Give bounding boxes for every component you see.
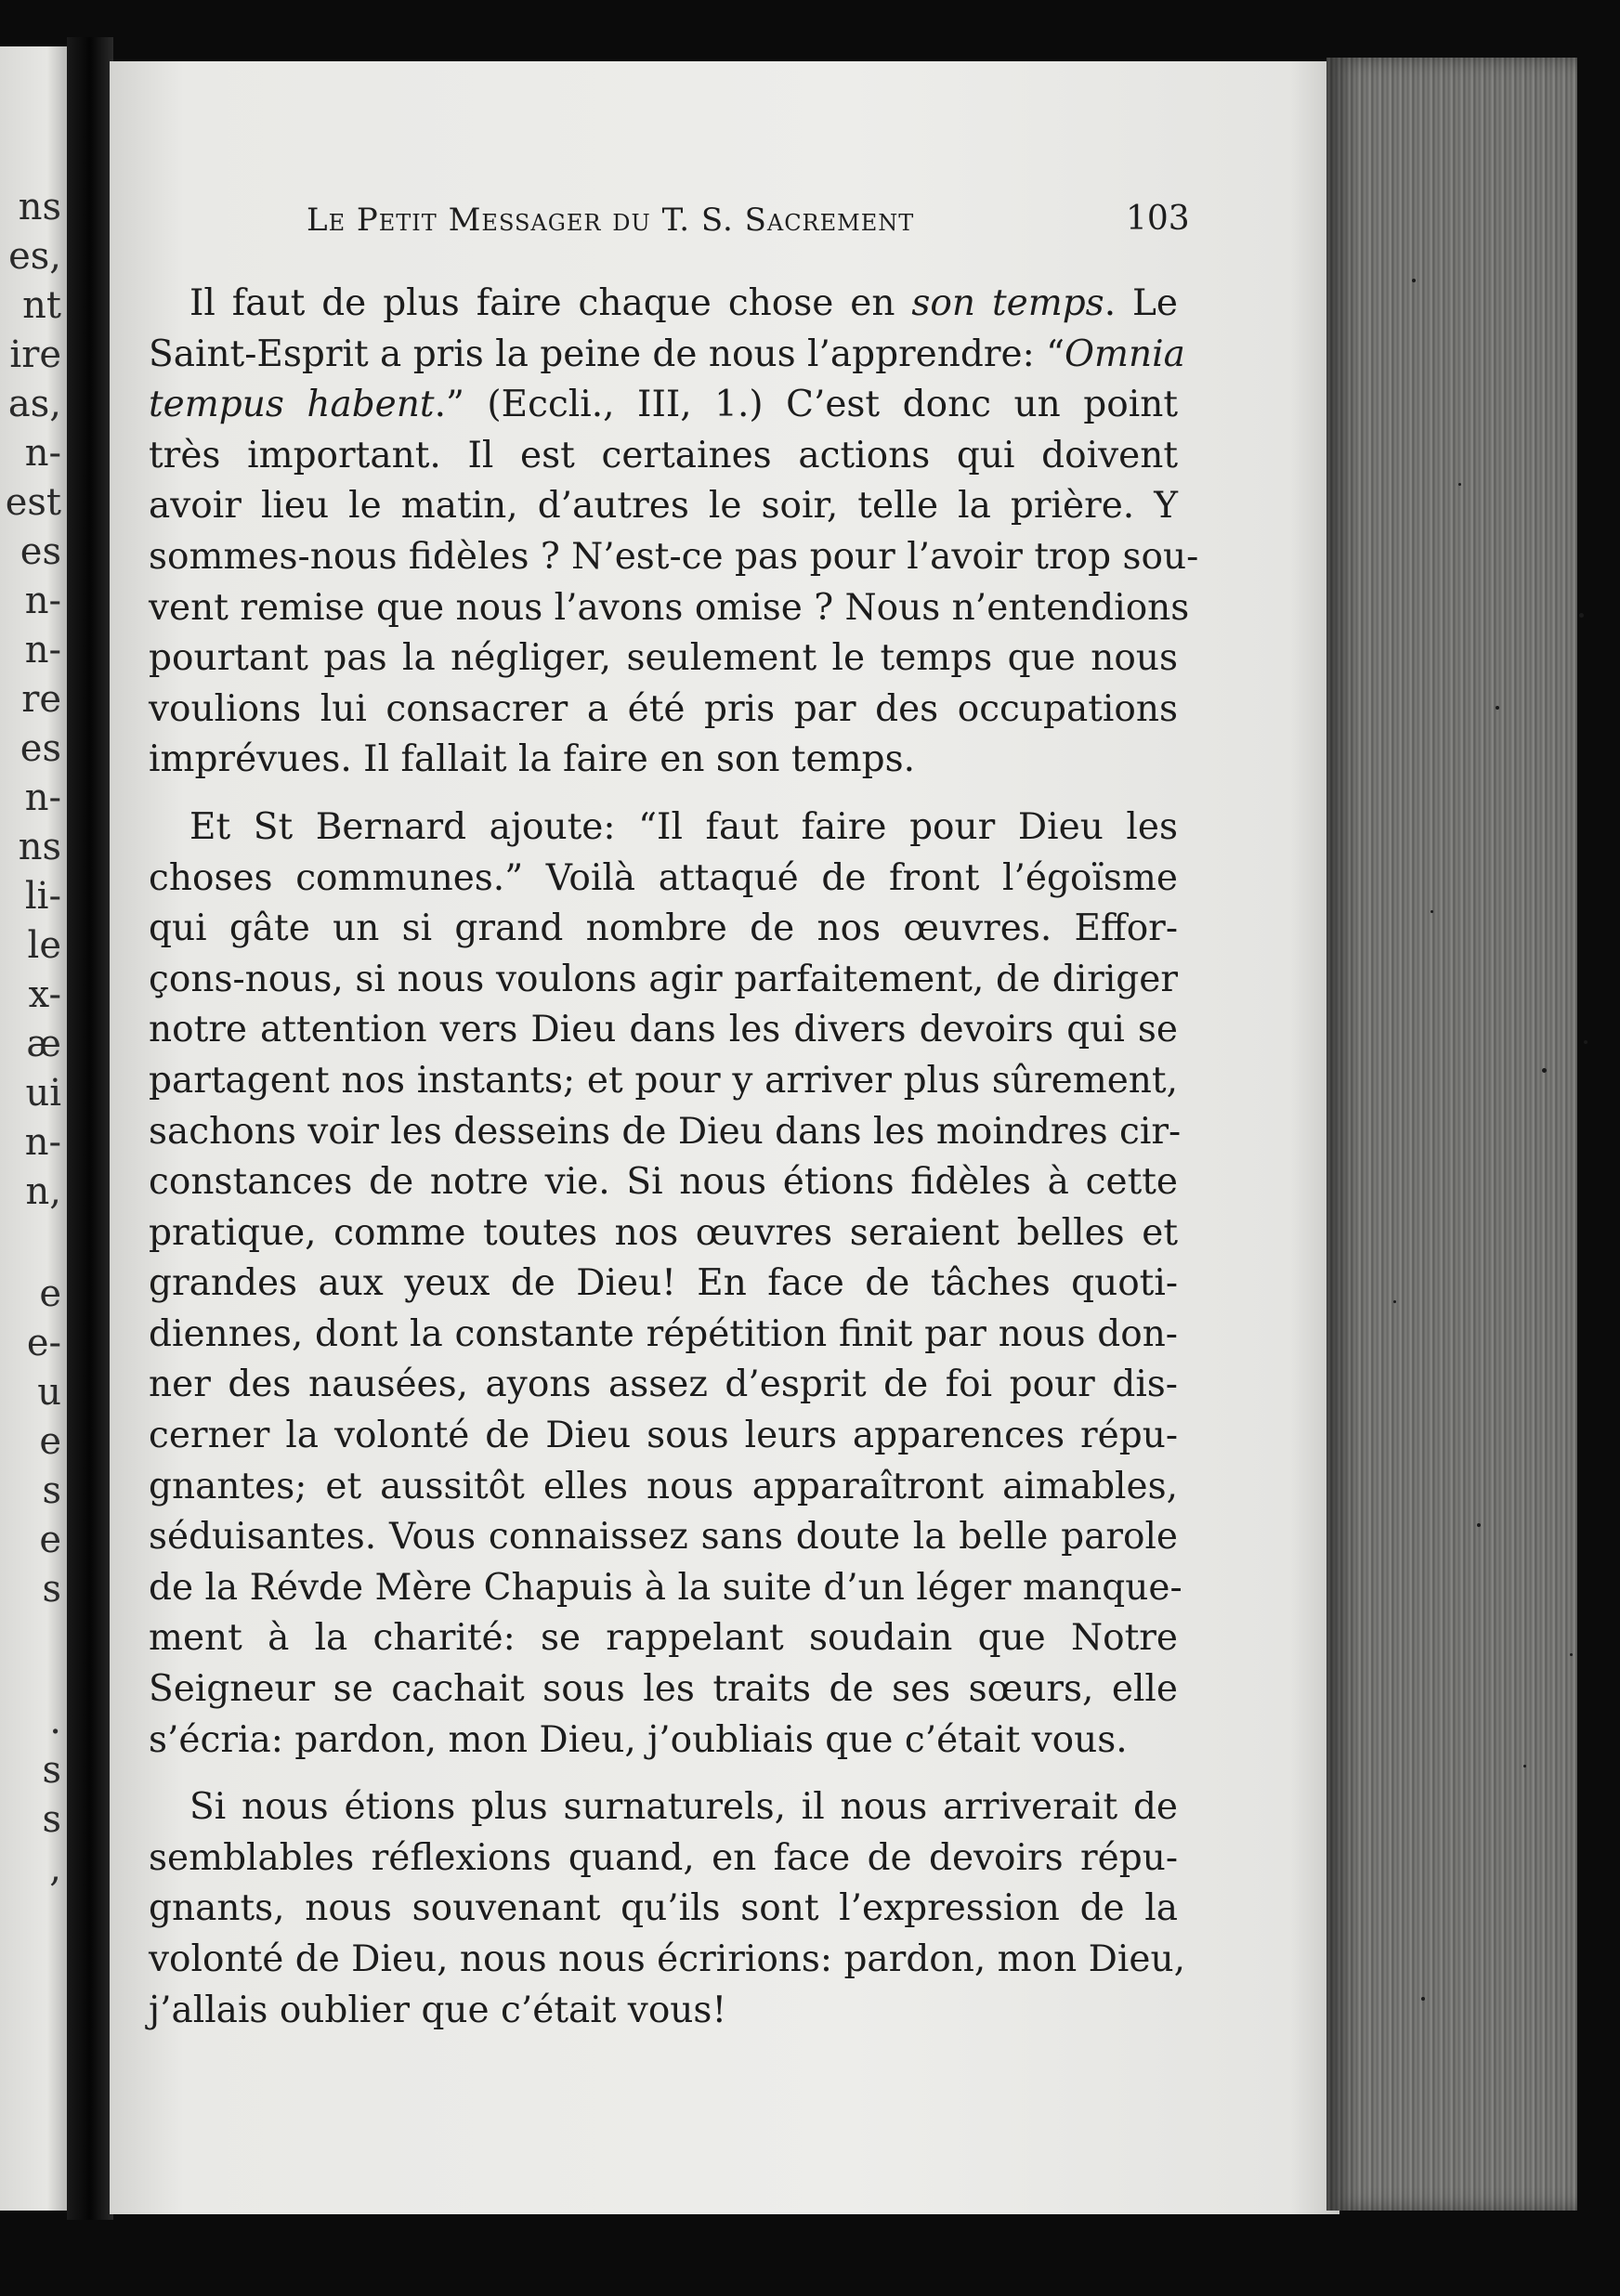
left-page-text-fragment: ns: [18, 826, 61, 868]
text-line: [149, 583, 1190, 634]
left-page-text-fragment: e: [39, 1519, 61, 1561]
left-page-text-fragment: n-: [24, 580, 61, 622]
text-line: [149, 1664, 1178, 1715]
italic-text: son temps: [911, 282, 1104, 324]
left-page-text-fragment: li-: [24, 875, 61, 918]
text-line: [149, 854, 1178, 905]
left-page-text-fragment: es: [20, 530, 61, 573]
text-line: [149, 279, 1178, 330]
text-run: . Le: [1104, 282, 1178, 324]
left-page-text-fragment: ui: [25, 1072, 61, 1115]
left-page-text-fragment: s: [42, 1568, 61, 1611]
scan-speck: [1584, 1040, 1587, 1044]
left-page-text-fragment: ire: [9, 333, 61, 376]
left-page-text-fragment: nt: [22, 284, 61, 327]
text-line: [149, 633, 1178, 685]
text-line: [149, 1005, 1178, 1056]
left-page-text-fragment: s: [42, 1749, 61, 1792]
text-run: de la Révde Mère Chapuis à la suite d’un léger manque-: [149, 1566, 1182, 1609]
text-run: vent remise que nous l’avons omise ? Nous n’entendions: [149, 586, 1190, 629]
scan-speck: [1458, 483, 1461, 486]
scan-speck: [1421, 1997, 1425, 2001]
text-run: notre attention vers Dieu dans les divers devoirs qui se: [149, 1009, 1178, 1051]
italic-text: Omnia: [1065, 333, 1185, 375]
text-run: imprévues. Il fallait la faire en son temps.: [149, 738, 915, 781]
left-page-text-fragment: e: [39, 1420, 61, 1463]
text-line: [149, 1157, 1178, 1208]
text-run: choses communes.” Voilà attaqué de front l’égoïsme: [149, 856, 1178, 899]
text-line: [149, 1986, 1178, 2037]
text-line: [149, 735, 1178, 786]
text-run: partagent nos instants; et pour y arriver plus sûrement,: [149, 1059, 1178, 1102]
text-run: Et St Bernard ajoute: “Il faut faire pour Dieu les: [189, 805, 1178, 848]
page-edge-stack: [1326, 58, 1577, 2211]
text-line: [149, 685, 1178, 736]
text-run: très important. Il est certaines actions qui doivent: [149, 434, 1178, 476]
text-line: [149, 532, 1199, 583]
left-page-text-fragment: n-: [24, 629, 61, 672]
text-line: [149, 1360, 1178, 1411]
text-line: [149, 1208, 1178, 1259]
text-run: çons-nous, si nous voulons agir parfaitement, de diriger: [149, 958, 1178, 1000]
scan-speck: [1496, 706, 1499, 710]
text-run: grandes aux yeux de Dieu! En face de tâches quoti-: [149, 1262, 1178, 1305]
scan-speck: [1542, 1068, 1547, 1073]
running-head: Le Petit Messager du T. S. Sacrement: [307, 202, 915, 239]
left-page-text-fragment: x-: [28, 973, 61, 1016]
text-line: [149, 1310, 1178, 1361]
text-run: ner des nausées, ayons assez d’esprit de foi pour dis-: [149, 1363, 1178, 1406]
text-line: [149, 1056, 1178, 1107]
text-run: Si nous étions plus surnaturels, il nous arriverait de: [189, 1786, 1178, 1829]
text-line: [149, 1462, 1178, 1513]
text-run: cerner la volonté de Dieu sous leurs apparences répu-: [149, 1415, 1178, 1457]
left-page-text-fragment: es: [20, 727, 61, 770]
text-run: sommes-nous fidèles ? N’est-ce pas pour l’avoir trop sou-: [149, 535, 1199, 578]
scan-speck: [1412, 279, 1416, 282]
left-page-text-fragment: e: [39, 1272, 61, 1315]
text-line: [149, 1782, 1178, 1833]
left-page-text-fragment: e-: [26, 1322, 61, 1364]
left-facing-page: [0, 46, 67, 2211]
text-run: s’écria: pardon, mon Dieu, j’oubliais que c’était vous.: [149, 1718, 1128, 1761]
text-line: [149, 1833, 1178, 1885]
left-page-text-fragment: æ: [26, 1023, 61, 1065]
left-page-text-fragment: es,: [8, 235, 61, 278]
text-run: .” (Eccli., III, 1.) C’est donc un point: [434, 384, 1178, 426]
left-page-text-fragment: ,: [49, 1847, 61, 1890]
text-line: [149, 1563, 1182, 1614]
scan-speck: [1393, 1300, 1396, 1303]
left-page-text-fragment: .: [49, 1700, 61, 1742]
text-line: [149, 1884, 1178, 1935]
text-run: diennes, dont la constante répétition finit par nous don-: [149, 1312, 1178, 1355]
body-text: [149, 279, 1199, 2036]
book-gutter: [67, 37, 113, 2220]
left-page-text-fragment: n,: [25, 1170, 61, 1213]
left-page-text-fragment: est: [5, 481, 61, 524]
text-line: [149, 1411, 1178, 1462]
text-line: [149, 1935, 1185, 1986]
left-page-text-fragment: s: [42, 1798, 61, 1841]
text-run: gnants, nous souvenant qu’ils sont l’expression de la: [149, 1887, 1178, 1930]
left-page-text-fragment: n-: [24, 776, 61, 819]
text-line: [149, 1613, 1178, 1664]
text-run: j’allais oublier que c’était vous!: [149, 1989, 727, 2031]
text-run: constances de notre vie. Si nous étions fidèles à cette: [149, 1161, 1178, 1204]
left-page-text-fragment: le: [27, 924, 61, 967]
text-run: avoir lieu le matin, d’autres le soir, telle la prière. Y: [149, 485, 1178, 528]
text-line: [149, 380, 1178, 431]
scan-speck: [1570, 1653, 1573, 1656]
text-run: séduisantes. Vous connaissez sans doute la belle parole: [149, 1516, 1178, 1559]
text-line: [149, 1259, 1178, 1310]
text-line: [149, 904, 1178, 955]
text-line: [149, 1715, 1178, 1767]
text-run: gnantes; et aussitôt elles nous apparaîtront aimables,: [149, 1465, 1178, 1507]
left-page-text-fragment: as,: [7, 383, 61, 425]
text-line: [149, 1107, 1182, 1158]
text-run: qui gâte un si grand nombre de nos œuvres. Effor-: [149, 907, 1178, 950]
text-line: [149, 802, 1178, 854]
text-run: voulions lui consacrer a été pris par des occupations: [149, 687, 1178, 730]
text-line: [149, 481, 1178, 532]
paragraph-gap: [149, 1766, 1178, 1782]
left-page-text-fragment: ns: [18, 186, 61, 228]
italic-text: tempus habent: [149, 384, 435, 426]
left-page-text-fragment: s: [42, 1469, 61, 1512]
text-run: volonté de Dieu, nous nous écririons: pardon, mon Dieu,: [149, 1938, 1185, 1980]
scan-speck: [1477, 1523, 1481, 1527]
left-page-text-fragment: n-: [24, 1121, 61, 1164]
text-run: Saint-Esprit a pris la peine de nous l’apprendre: “: [149, 333, 1065, 375]
left-page-text-fragment: re: [21, 678, 61, 721]
text-run: Seigneur se cachait sous les traits de ses sœurs, elle: [149, 1668, 1178, 1711]
left-page-text-fragment: n-: [24, 432, 61, 475]
text-run: ment à la charité: se rappelant soudain que Notre: [149, 1617, 1178, 1660]
text-line: [149, 1512, 1178, 1563]
text-line: [149, 330, 1185, 381]
scan-speck: [1579, 613, 1584, 618]
text-run: Il faut de plus faire chaque chose en: [189, 282, 912, 324]
text-run: pourtant pas la négliger, seulement le temps que nous: [149, 637, 1178, 680]
scan-speck: [1523, 1765, 1526, 1768]
left-page-text-fragment: u: [37, 1371, 61, 1414]
text-run: pratique, comme toutes nos œuvres seraient belles et: [149, 1211, 1178, 1254]
text-line: [149, 955, 1178, 1006]
page-number: 103: [1126, 200, 1190, 238]
text-run: sachons voir les desseins de Dieu dans les moindres cir-: [149, 1110, 1182, 1153]
scan-speck: [1431, 910, 1433, 913]
text-run: semblables réflexions quand, en face de devoirs répu-: [149, 1836, 1178, 1879]
text-line: [149, 431, 1178, 482]
paragraph-gap: [149, 786, 1178, 802]
